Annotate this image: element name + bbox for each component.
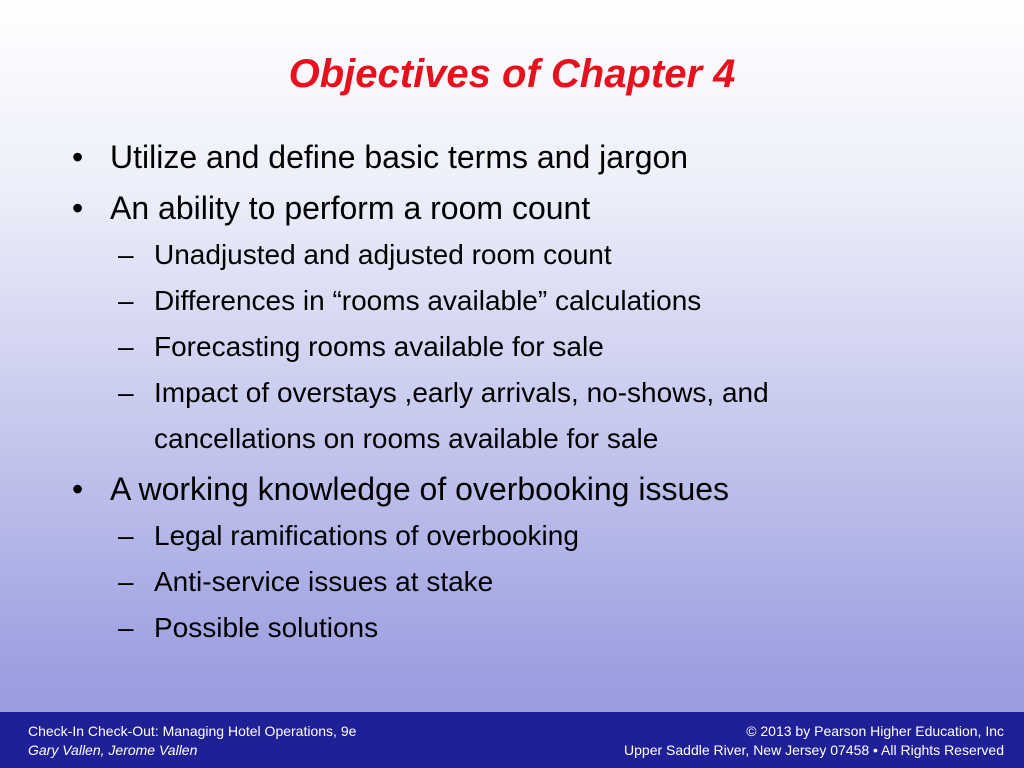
bullet-item [0,465,1024,513]
sub-bullet-item [0,232,1024,278]
sub-bullet-text-line-2: cancellations on rooms available for sale [154,423,659,454]
sub-bullet-text-line-1: Impact of overstays ,early arrivals, no-shows, and [154,377,769,408]
slide-title: Objectives of Chapter 4 [288,52,736,96]
book-authors: Gary Vallen, Jerome Vallen [28,742,198,758]
publisher-address: Upper Saddle River, New Jersey 07458 • All Rights Reserved [624,742,1004,758]
sub-bullet-text: Possible solutions [154,612,379,643]
bullet-item [0,133,1024,181]
sub-bullet-text: Legal ramifications of overbooking [154,520,579,551]
sub-bullet-item [0,605,1024,651]
sub-bullet-text: Unadjusted and adjusted room count [154,239,612,270]
bullet-marker: • [72,471,84,507]
dash-marker: – [118,331,134,362]
bullet-marker: • [72,190,84,226]
sub-bullet-item [0,370,1024,462]
bullet-list [0,130,1024,651]
sub-bullet-item [0,324,1024,370]
bullet-text: An ability to perform a room count [110,190,591,226]
sub-bullet-item [0,513,1024,559]
bullet-item [0,184,1024,232]
dash-marker: – [118,285,134,316]
bullet-text: Utilize and define basic terms and jargon [110,139,689,175]
footer-left [28,722,356,760]
sub-bullet-text: Forecasting rooms available for sale [154,331,604,362]
sub-bullet-item [0,559,1024,605]
bullet-text: A working knowledge of overbooking issues [110,471,730,507]
sub-bullet-text: Anti-service issues at stake [154,566,494,597]
dash-marker: – [118,566,134,597]
copyright-notice: © 2013 by Pearson Higher Education, Inc [746,723,1004,739]
book-title: Check-In Check-Out: Managing Hotel Operations, 9e [28,723,357,739]
sub-bullet-text: Differences in “rooms available” calculations [154,285,702,316]
dash-marker: – [118,612,134,643]
footer-bar [0,712,1024,768]
bullet-marker: • [72,139,84,175]
dash-marker: – [118,377,134,408]
sub-bullet-item [0,278,1024,324]
dash-marker: – [118,239,134,270]
dash-marker: – [118,520,134,551]
footer-right [624,722,1004,760]
